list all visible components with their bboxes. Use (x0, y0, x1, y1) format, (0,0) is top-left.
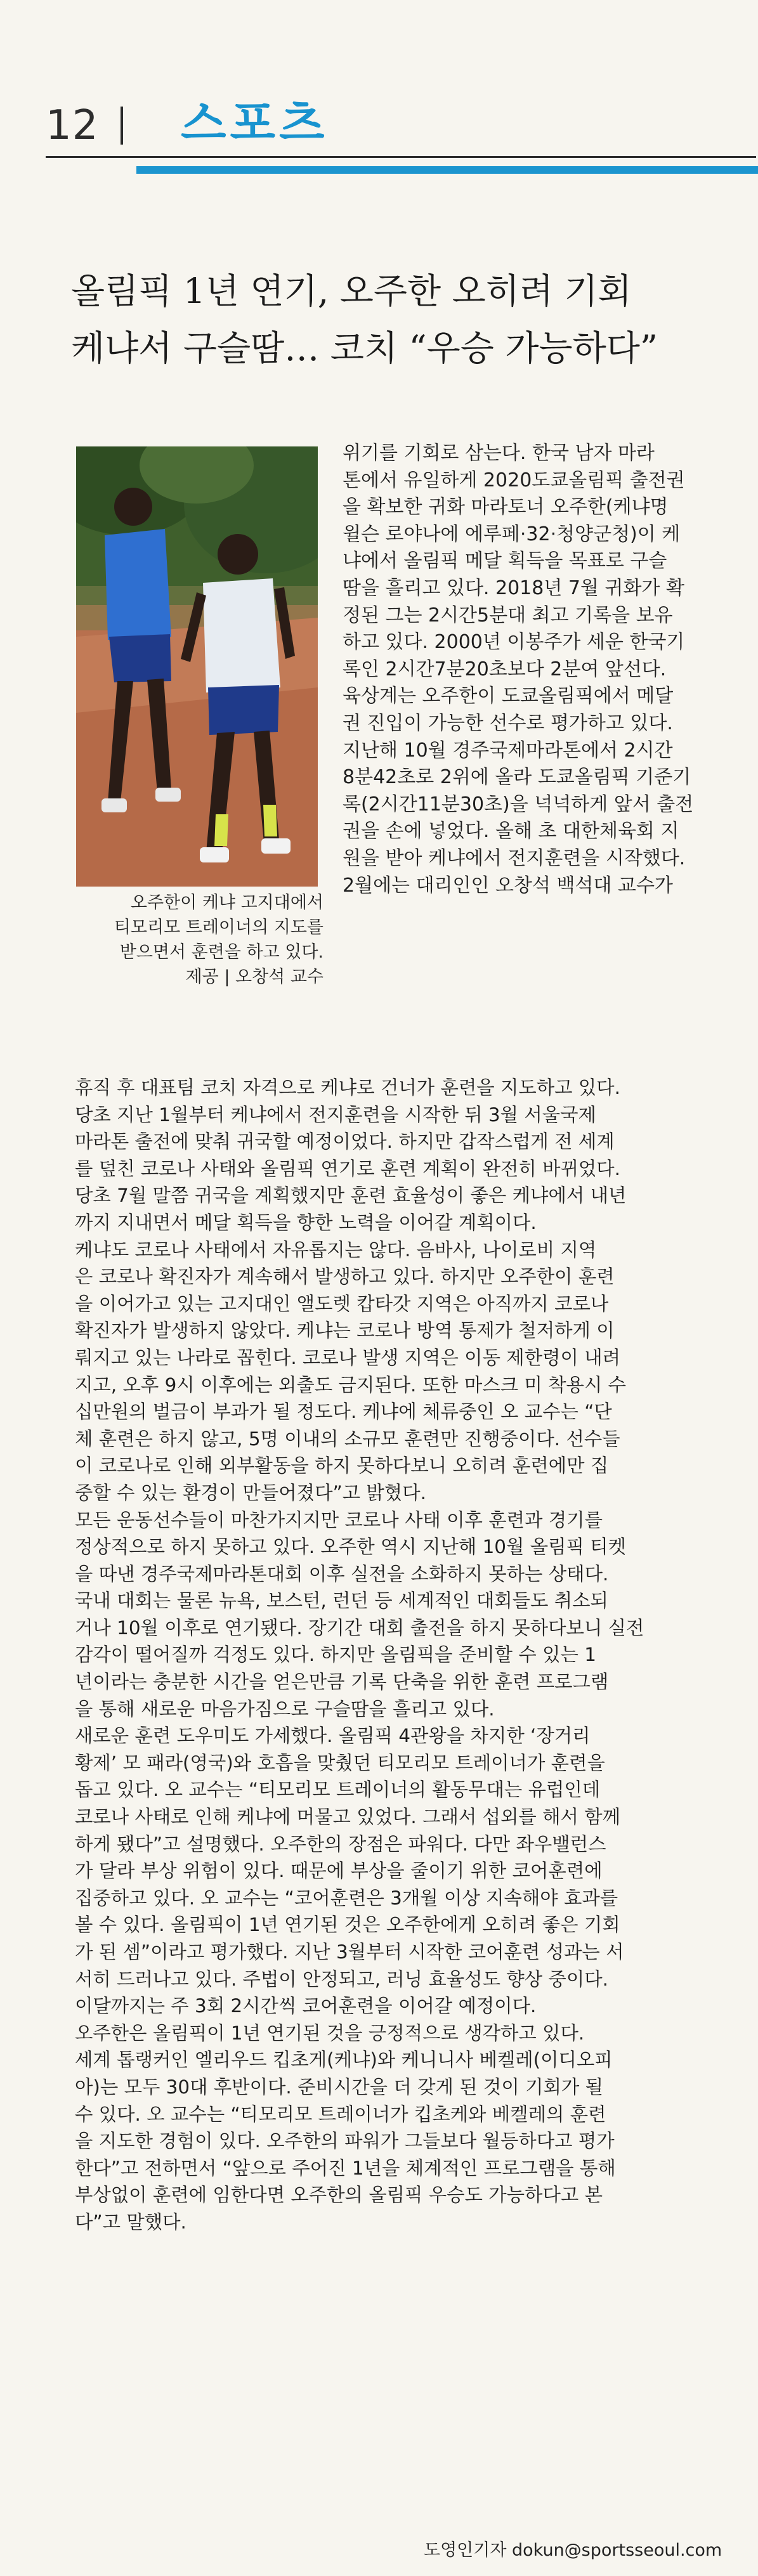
article-line: 원을 받아 케냐에서 전지훈련을 시작했다. (343, 847, 686, 869)
header-rule (46, 156, 756, 158)
article-line: 을 지도한 경험이 있다. 오주한의 파워가 그들보다 월등하다고 평가 (75, 2130, 615, 2152)
article-line: 2월에는 대리인인 오창석 백석대 교수가 (343, 874, 673, 897)
article-line: 을 이어가고 있는 고지대인 앨도렛 캅타갓 지역은 아직까지 코로나 (75, 1292, 609, 1315)
article-column-wide (75, 1074, 748, 2236)
article-line: 서히 드러나고 있다. 주법이 안정되고, 러닝 효율성도 향상 중이다. (75, 1968, 608, 1990)
headline-line-1: 올림픽 1년 연기, 오주한 오히려 기회 (71, 271, 632, 311)
article-line: 정된 그는 2시간5분대 최고 기록을 보유 (343, 604, 673, 627)
article-line: 8분42초로 2위에 올라 도쿄올림픽 기준기 (343, 766, 691, 789)
article-line: 록(2시간11분30초)을 넉넉하게 앞서 출전 (343, 793, 694, 816)
article-line: 지난해 10월 경주국제마라톤에서 2시간 (343, 739, 673, 762)
article-line: 이 코로나로 인해 외부활동을 하지 못하다보니 오히려 훈련에만 집 (75, 1455, 609, 1477)
article-line: 육상계는 오주한이 도쿄올림픽에서 메달 (343, 685, 674, 708)
page-number: 12 (46, 102, 99, 149)
article-line: 다”고 말했다. (75, 2211, 186, 2233)
article-line: 마라톤 출전에 맞춰 귀국할 예정이었다. 하지만 갑작스럽게 전 세계 (75, 1131, 615, 1153)
caption-line: 받으면서 훈련을 하고 있다. (119, 942, 323, 962)
article-line: 휴직 후 대표팀 코치 자격으로 케냐로 건너가 훈련을 지도하고 있다. (75, 1077, 620, 1098)
caption-line: 오주한이 케냐 고지대에서 (130, 893, 323, 913)
byline: 도영인기자 dokun@sportsseoul.com (424, 2540, 722, 2560)
article-line: 을 통해 새로운 마음가짐으로 구슬땀을 흘리고 있다. (75, 1698, 495, 1720)
article-line: 체 훈련은 하지 않고, 5명 이내의 소규모 훈련만 진행중이다. 선수들 (75, 1428, 620, 1450)
article-line: 황제’ 모 패라(영국)와 호흡을 맞췄던 티모리모 트레이너가 훈련을 (75, 1752, 605, 1774)
article-line: 까지 지내면서 메달 획득을 향한 노력을 이어갈 계획이다. (75, 1211, 537, 1233)
photo-caption (70, 890, 323, 989)
article-line: 은 코로나 확진자가 계속해서 발생하고 있다. 하지만 오주한이 훈련 (75, 1266, 615, 1288)
article-line: 당초 7월 말쯤 귀국을 계획했지만 훈련 효율성이 좋은 케냐에서 내년 (75, 1185, 627, 1207)
article-photo (76, 446, 318, 887)
article-line: 코로나 사태로 인해 케냐에 머물고 있었다. 그래서 섭외를 해서 함께 (75, 1806, 620, 1828)
article-line: 위기를 기회로 삼는다. 한국 남자 마라 (343, 442, 655, 464)
article-line: 권을 손에 넣었다. 올해 초 대한체육회 지 (343, 820, 679, 843)
article-line: 년이라는 충분한 시간을 얻은만큼 기록 단축을 위한 훈련 프로그램 (75, 1671, 609, 1693)
headline-line-2: 케냐서 구슬땀… 코치 “우승 가능하다” (71, 328, 658, 368)
article-line: 한다”고 전하면서 “앞으로 주어진 1년을 체계적인 프로그램을 통해 (75, 2157, 616, 2179)
article-line: 모든 운동선수들이 마찬가지지만 코로나 사태 이후 훈련과 경기를 (75, 1509, 603, 1531)
article-line: 부상없이 훈련에 임한다면 오주한의 올림픽 우승도 가능하다고 본 (75, 2184, 603, 2206)
article-line: 볼 수 있다. 올림픽이 1년 연기된 것은 오주한에게 오히려 좋은 기회 (75, 1914, 620, 1936)
article-line: 새로운 훈련 도우미도 가세했다. 올림픽 4관왕을 차지한 ‘장거리 (75, 1725, 591, 1747)
header-accent-bar (136, 166, 758, 174)
article-column-narrow (343, 440, 748, 899)
article-line: 권 진입이 가능한 선수로 평가하고 있다. (343, 712, 673, 734)
article-line: 땀을 흘리고 있다. 2018년 7월 귀화가 확 (343, 576, 684, 599)
article-line: 록인 2시간7분20초보다 2분여 앞선다. (343, 658, 667, 680)
article-line: 냐에서 올림픽 메달 획득을 목표로 구슬 (343, 550, 667, 573)
article-line: 돕고 있다. 오 교수는 “티모리모 트레이너의 활동무대는 유럽인데 (75, 1779, 601, 1801)
article-line: 집중하고 있다. 오 교수는 “코어훈련은 3개월 이상 지속해야 효과를 (75, 1887, 618, 1909)
article-line: 가 된 셈”이라고 평가했다. 지난 3월부터 시작한 코어훈련 성과는 서 (75, 1941, 624, 1963)
article-line: 확진자가 발생하지 않았다. 케냐는 코로나 방역 통제가 철저하게 이 (75, 1320, 615, 1342)
article-line: 중할 수 있는 환경이 만들어졌다”고 밝혔다. (75, 1481, 426, 1504)
article-line: 십만원의 벌금이 부과가 될 정도다. 케냐에 체류중인 오 교수는 “단 (75, 1401, 612, 1423)
article-line: 을 따낸 경주국제마라톤대회 이후 실전을 소화하지 못하는 상태다. (75, 1563, 609, 1585)
article-line: 오주한은 올림픽이 1년 연기된 것을 긍정적으로 생각하고 있다. (75, 2022, 585, 2044)
article-line: 정상적으로 하지 못하고 있다. 오주한 역시 지난해 10월 올림픽 티켓 (75, 1536, 626, 1558)
article-line: 아)는 모두 30대 후반이다. 준비시간을 더 갖게 된 것이 기회가 될 (75, 2076, 604, 2098)
article-line: 하게 됐다”고 설명했다. 오주한의 장점은 파워다. 다만 좌우밸런스 (75, 1833, 606, 1855)
section-title: 스포츠 (181, 96, 329, 151)
article-line: 당초 지난 1월부터 케냐에서 전지훈련을 시작한 뒤 3월 서울국제 (75, 1103, 596, 1126)
article-line: 거나 10월 이후로 연기됐다. 장기간 대회 출전을 하지 못하다보니 실전 (75, 1617, 644, 1639)
article-line: 가 달라 부상 위험이 있다. 때문에 부상을 줄이기 위한 코어훈련에 (75, 1860, 603, 1882)
article-line: 톤에서 유일하게 2020도쿄올림픽 출전권 (343, 469, 685, 491)
article-line: 국내 대회는 물론 뉴욕, 보스턴, 런던 등 세계적인 대회들도 취소되 (75, 1590, 608, 1612)
article-line: 이달까지는 주 3회 2시간씩 코어훈련을 이어갈 예정이다. (75, 1995, 537, 2017)
article-line: 세계 톱랭커인 엘리우드 킵초게(케냐)와 케니니사 베켈레(이디오피 (75, 2049, 613, 2071)
article-line: 감각이 떨어질까 걱정도 있다. 하지만 올림픽을 준비할 수 있는 1 (75, 1644, 596, 1666)
article-line: 수 있다. 오 교수는 “티모리모 트레이너가 킵초케와 베켈레의 훈련 (75, 2103, 606, 2125)
article-line: 를 덮친 코로나 사태와 올림픽 연기로 훈련 계획이 완전히 바뀌었다. (75, 1157, 620, 1180)
caption-credit: 제공 | 오창석 교수 (185, 967, 323, 987)
article-line: 지고, 오후 9시 이후에는 외출도 금지된다. 또한 마스크 미 착용시 수 (75, 1374, 626, 1396)
caption-line: 티모리모 트레이너의 지도를 (114, 918, 323, 937)
article-line: 뤄지고 있는 나라로 꼽힌다. 코로나 발생 지역은 이동 제한령이 내려 (75, 1346, 620, 1369)
header-separator (121, 107, 123, 145)
article-line: 케냐도 코로나 사태에서 자유롭지는 않다. 음바사, 나이로비 지역 (75, 1239, 597, 1261)
article-line: 하고 있다. 2000년 이봉주가 세운 한국기 (343, 631, 685, 654)
article-line: 윌슨 로야나에 에루페·32·청양군청)이 케 (343, 523, 681, 545)
article-line: 을 확보한 귀화 마라토너 오주한(케냐명 (343, 496, 669, 519)
